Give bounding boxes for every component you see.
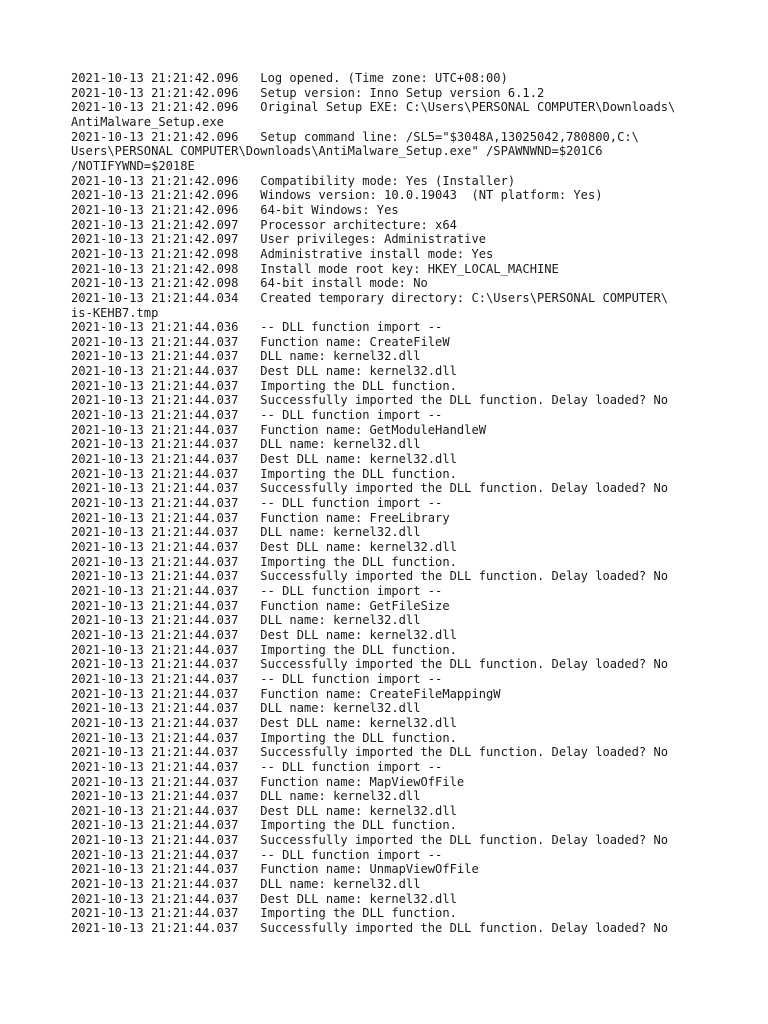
log-line: 2021-10-13 21:21:44.034 Created temporary directory: C:\Users\PERSONAL COMPUTER\ bbox=[71, 290, 669, 305]
log-line: 2021-10-13 21:21:44.037 Successfully imported the DLL function. Delay loaded? No bbox=[71, 569, 669, 584]
log-line: 2021-10-13 21:21:44.037 Function name: GetModuleHandleW bbox=[71, 422, 487, 437]
log-line: 2021-10-13 21:21:44.037 Successfully imported the DLL function. Delay loaded? No bbox=[71, 833, 669, 848]
log-line: 2021-10-13 21:21:42.096 Log opened. (Time zone: UTC+08:00) bbox=[71, 71, 508, 85]
setup-log-text bbox=[71, 71, 711, 936]
log-line: 2021-10-13 21:21:42.096 Windows version: 10.0.19043 (NT platform: Yes) bbox=[71, 188, 603, 203]
log-line: 2021-10-13 21:21:42.098 Install mode root key: HKEY_LOCAL_MACHINE bbox=[71, 261, 559, 276]
log-line: 2021-10-13 21:21:42.096 Setup command line: /SL5="$3048A,13025042,780800,C:\ bbox=[71, 129, 639, 144]
log-line: /NOTIFYWND=$2018E bbox=[71, 158, 195, 173]
log-line: 2021-10-13 21:21:42.097 Processor architecture: x64 bbox=[71, 217, 457, 232]
log-line: 2021-10-13 21:21:44.037 DLL name: kernel32.dll bbox=[71, 437, 421, 452]
log-line: 2021-10-13 21:21:44.037 DLL name: kernel32.dll bbox=[71, 877, 421, 892]
log-line: 2021-10-13 21:21:44.037 DLL name: kernel32.dll bbox=[71, 349, 421, 364]
log-line: 2021-10-13 21:21:44.037 Function name: UnmapViewOfFile bbox=[71, 862, 479, 877]
log-line: 2021-10-13 21:21:44.037 -- DLL function import -- bbox=[71, 496, 443, 511]
log-line: AntiMalware_Setup.exe bbox=[71, 114, 224, 129]
log-line: 2021-10-13 21:21:44.037 Importing the DLL function. bbox=[71, 466, 457, 481]
log-line: is-KEHB7.tmp bbox=[71, 305, 159, 320]
log-line: 2021-10-13 21:21:42.097 User privileges: Administrative bbox=[71, 232, 487, 247]
log-line: 2021-10-13 21:21:44.037 Function name: CreateFileMappingW bbox=[71, 686, 501, 701]
log-line: 2021-10-13 21:21:44.037 Function name: MapViewOfFile bbox=[71, 774, 465, 789]
log-line: 2021-10-13 21:21:44.037 DLL name: kernel32.dll bbox=[71, 525, 421, 540]
log-line: 2021-10-13 21:21:44.037 Dest DLL name: kernel32.dll bbox=[71, 452, 457, 467]
log-line: 2021-10-13 21:21:44.037 -- DLL function import -- bbox=[71, 408, 443, 423]
log-line: 2021-10-13 21:21:42.096 Compatibility mode: Yes (Installer) bbox=[71, 173, 516, 188]
log-line: 2021-10-13 21:21:44.037 DLL name: kernel32.dll bbox=[71, 613, 421, 628]
log-line: 2021-10-13 21:21:44.037 Importing the DLL function. bbox=[71, 554, 457, 569]
log-line: 2021-10-13 21:21:44.037 Successfully imported the DLL function. Delay loaded? No bbox=[71, 481, 669, 496]
log-line: 2021-10-13 21:21:44.037 Dest DLL name: kernel32.dll bbox=[71, 715, 457, 730]
log-line: 2021-10-13 21:21:44.037 Successfully imported the DLL function. Delay loaded? No bbox=[71, 393, 669, 408]
log-line: 2021-10-13 21:21:44.037 Importing the DLL function. bbox=[71, 378, 457, 393]
log-line: 2021-10-13 21:21:44.037 -- DLL function import -- bbox=[71, 671, 443, 686]
log-line: 2021-10-13 21:21:42.096 Original Setup EXE: C:\Users\PERSONAL COMPUTER\Downloads\ bbox=[71, 100, 676, 115]
log-line: 2021-10-13 21:21:44.037 DLL name: kernel32.dll bbox=[71, 789, 421, 804]
log-line: 2021-10-13 21:21:44.037 Function name: GetFileSize bbox=[71, 598, 450, 613]
log-line: 2021-10-13 21:21:44.037 Importing the DLL function. bbox=[71, 730, 457, 745]
log-line: 2021-10-13 21:21:44.037 Dest DLL name: kernel32.dll bbox=[71, 803, 457, 818]
log-line: 2021-10-13 21:21:44.037 Importing the DLL function. bbox=[71, 642, 457, 657]
log-line: 2021-10-13 21:21:44.037 Importing the DLL function. bbox=[71, 818, 457, 833]
log-line: 2021-10-13 21:21:42.096 Setup version: Inno Setup version 6.1.2 bbox=[71, 85, 545, 100]
log-line: 2021-10-13 21:21:44.037 Dest DLL name: kernel32.dll bbox=[71, 891, 457, 906]
log-line: 2021-10-13 21:21:44.037 -- DLL function import -- bbox=[71, 583, 443, 598]
log-line: 2021-10-13 21:21:44.037 -- DLL function import -- bbox=[71, 847, 443, 862]
log-line: 2021-10-13 21:21:44.037 Successfully imported the DLL function. Delay loaded? No bbox=[71, 657, 669, 672]
log-line: 2021-10-13 21:21:44.037 Dest DLL name: kernel32.dll bbox=[71, 540, 457, 554]
log-line: 2021-10-13 21:21:44.037 DLL name: kernel32.dll bbox=[71, 701, 421, 716]
log-line: 2021-10-13 21:21:44.037 Dest DLL name: kernel32.dll bbox=[71, 627, 457, 642]
log-line: 2021-10-13 21:21:44.037 -- DLL function import -- bbox=[71, 759, 443, 774]
log-line: 2021-10-13 21:21:44.036 -- DLL function import -- bbox=[71, 320, 443, 335]
log-line: 2021-10-13 21:21:44.037 Successfully imported the DLL function. Delay loaded? No bbox=[71, 921, 669, 936]
log-line: Users\PERSONAL COMPUTER\Downloads\AntiMalware_Setup.exe" /SPAWNWND=$201C6 bbox=[71, 144, 603, 159]
log-line: 2021-10-13 21:21:42.098 64-bit install mode: No bbox=[71, 276, 428, 291]
log-line: 2021-10-13 21:21:44.037 Function name: CreateFileW bbox=[71, 334, 450, 349]
log-line: 2021-10-13 21:21:44.037 Dest DLL name: kernel32.dll bbox=[71, 364, 457, 379]
log-line: 2021-10-13 21:21:44.037 Importing the DLL function. bbox=[71, 906, 457, 921]
log-line: 2021-10-13 21:21:42.096 64-bit Windows: Yes bbox=[71, 202, 399, 217]
log-line: 2021-10-13 21:21:44.037 Function name: FreeLibrary bbox=[71, 510, 450, 525]
log-line: 2021-10-13 21:21:42.098 Administrative install mode: Yes bbox=[71, 246, 494, 261]
log-line: 2021-10-13 21:21:44.037 Successfully imported the DLL function. Delay loaded? No bbox=[71, 745, 669, 760]
